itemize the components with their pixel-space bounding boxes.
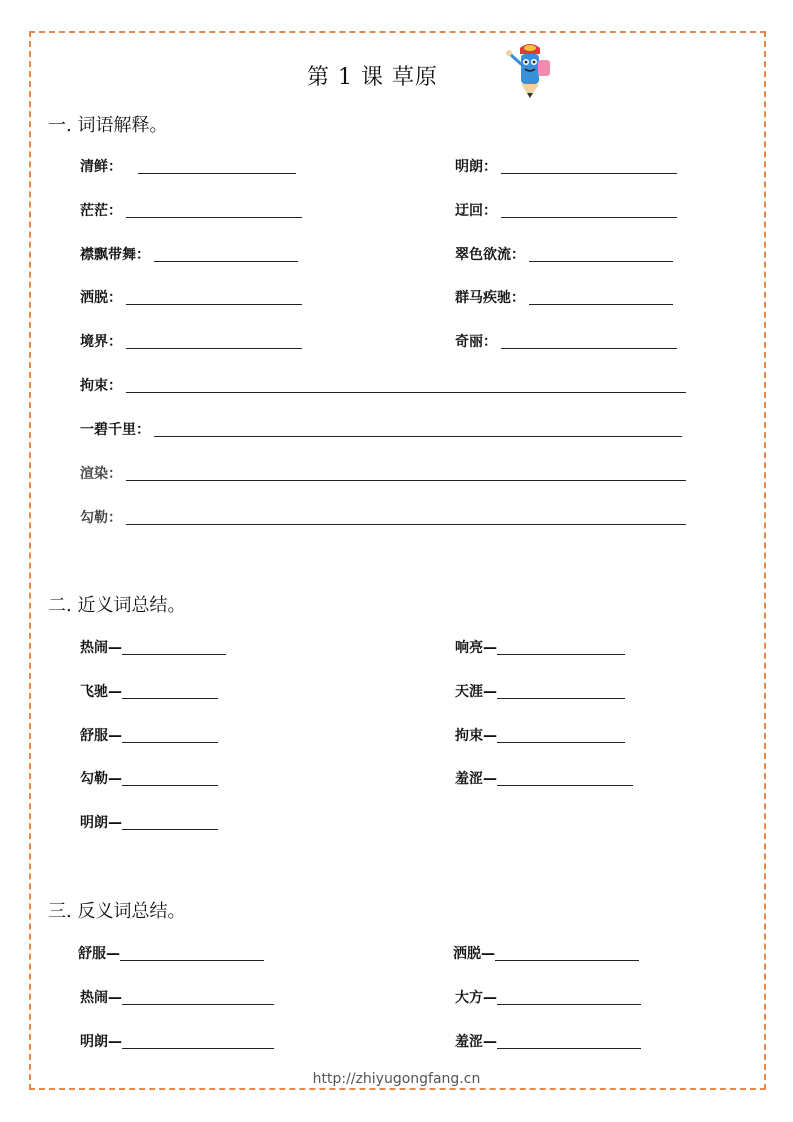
synonym-label: 响亮— [455,640,497,656]
vocab-item [80,331,302,351]
antonym-item [455,987,641,1007]
vocab-item [80,463,686,483]
answer-line[interactable] [154,261,298,262]
answer-line[interactable] [529,261,673,262]
synonym-item [80,725,218,745]
answer-line[interactable] [497,1004,641,1005]
answer-line[interactable] [126,348,302,349]
antonym-label: 热闹— [80,990,122,1006]
synonym-label: 拘束— [455,728,497,744]
answer-line[interactable] [138,173,296,174]
section-synonym-heading: 二. 近义词总结。 [48,595,186,616]
vocab-label: 拘束： [80,378,122,394]
vocab-item [80,375,686,395]
antonym-item [80,1031,274,1051]
synonym-item [455,768,633,788]
antonym-label: 洒脱— [453,946,495,962]
synonym-label: 飞驰— [80,684,122,700]
antonym-label: 羞涩— [455,1034,497,1050]
answer-line[interactable] [529,304,673,305]
antonym-label: 大方— [455,990,497,1006]
vocab-label: 一碧千里： [80,422,150,438]
antonym-label: 明朗— [80,1034,122,1050]
vocab-label: 群马疾驰： [455,290,525,306]
answer-line[interactable] [122,1048,274,1049]
answer-line[interactable] [122,742,218,743]
answer-line[interactable] [120,960,264,961]
footer-url[interactable]: http://zhiyugongfang.cn [312,1071,481,1087]
antonym-label: 舒服— [78,946,120,962]
answer-line[interactable] [154,436,682,437]
synonym-item [455,725,625,745]
vocab-label: 奇丽： [455,334,497,350]
answer-line[interactable] [122,654,226,655]
antonym-item [78,943,264,963]
synonym-label: 明朗— [80,815,122,831]
answer-line[interactable] [122,1004,274,1005]
answer-line[interactable] [497,698,625,699]
vocab-item [80,419,682,439]
answer-line[interactable] [126,392,686,393]
vocab-label: 襟飘带舞： [80,247,150,263]
synonym-label: 热闹— [80,640,122,656]
vocab-label: 明朗： [455,159,497,175]
synonym-label: 天涯— [455,684,497,700]
answer-line[interactable] [495,960,639,961]
vocab-label: 境界： [80,334,122,350]
lesson-title: 第 1 课 草原 [307,65,438,90]
synonym-item [80,812,218,832]
synonym-label: 羞涩— [455,771,497,787]
vocab-item [455,244,673,264]
vocab-label: 清鲜： [80,159,122,175]
answer-line[interactable] [497,654,625,655]
synonym-label: 舒服— [80,728,122,744]
vocab-item [455,287,673,307]
answer-line[interactable] [122,785,218,786]
section-vocab-heading: 一. 词语解释。 [48,115,168,136]
vocab-item [80,507,686,527]
synonym-item [455,681,625,701]
vocab-label: 洒脱： [80,290,122,306]
vocab-label: 茫茫： [80,203,122,219]
vocab-item [455,331,677,351]
antonym-item [453,943,639,963]
answer-line[interactable] [501,348,677,349]
vocab-item [80,156,296,176]
answer-line[interactable] [126,524,686,525]
vocab-item [80,287,302,307]
answer-line[interactable] [122,698,218,699]
synonym-item [80,768,218,788]
synonym-label: 勾勒— [80,771,122,787]
answer-line[interactable] [501,217,677,218]
synonym-item [80,681,218,701]
answer-line[interactable] [122,829,218,830]
answer-line[interactable] [501,173,677,174]
vocab-item [455,156,677,176]
synonym-item [80,637,226,657]
answer-line[interactable] [126,304,302,305]
answer-line[interactable] [497,1048,641,1049]
page-border [29,31,766,1090]
antonym-item [80,987,274,1007]
answer-line[interactable] [126,217,302,218]
vocab-label: 勾勒： [80,510,122,526]
vocab-item [80,200,302,220]
vocab-label: 翠色欲流： [455,247,525,263]
answer-line[interactable] [126,480,686,481]
vocab-label: 渲染： [80,466,122,482]
answer-line[interactable] [497,785,633,786]
vocab-item [80,244,298,264]
section-antonym-heading: 三. 反义词总结。 [48,901,186,922]
synonym-item [455,637,625,657]
vocab-label: 迂回： [455,203,497,219]
antonym-item [455,1031,641,1051]
vocab-item [455,200,677,220]
pencil-mascot-icon [498,40,560,102]
answer-line[interactable] [497,742,625,743]
